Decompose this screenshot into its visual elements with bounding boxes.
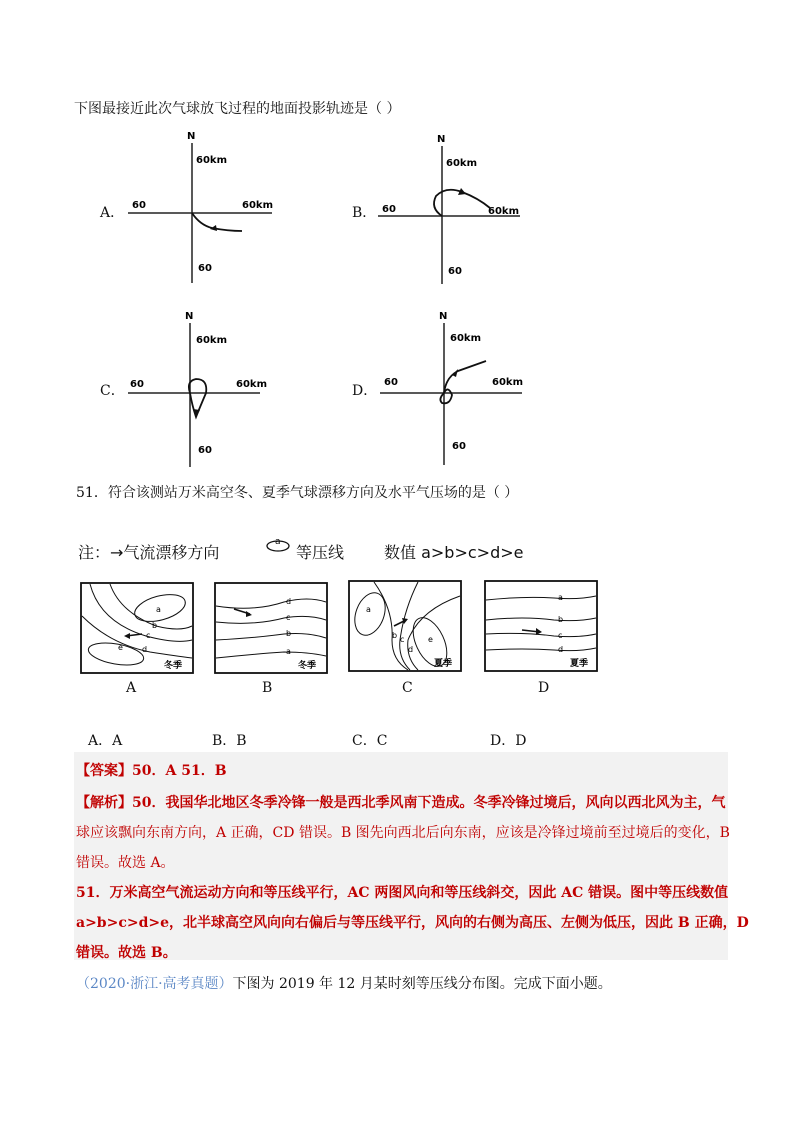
analysis-line-3: 错误。故选 A。 (76, 855, 175, 871)
north-label: N (187, 131, 196, 142)
intro-text: 下图为 2019 年 12 月某时刻等压线分布图。完成下面小题。 (232, 976, 612, 992)
option-c-letter: C． (100, 383, 125, 399)
panel-a-caption: A (126, 680, 137, 696)
isobar-label: c (400, 635, 405, 644)
option-a-diagram (120, 125, 280, 285)
north-label: N (185, 311, 194, 322)
y-bottom-label: 60 (452, 441, 466, 452)
isobar-label: a (286, 647, 291, 656)
y-top-label: 60km (450, 333, 481, 344)
legend-values: 数值 a>b>c>d>e (384, 543, 524, 562)
option-c-diagram (120, 305, 280, 470)
y-bottom-label: 60 (448, 266, 462, 277)
arrow-head (452, 369, 458, 377)
isobar-label: e (118, 643, 123, 652)
y-top-label: 60km (196, 335, 227, 346)
isobar-label: a (558, 593, 563, 602)
trajectory-path (440, 361, 486, 403)
legend-flow: →气流漂移方向 (110, 543, 220, 562)
question-51-stem: 51．符合该测站万米高空冬、夏季气球漂移方向及水平气压场的是（ ） (76, 485, 519, 501)
x-right-label: 60km (492, 377, 523, 388)
isobar-label: a (366, 605, 371, 614)
x-right-label: 60km (488, 206, 519, 217)
panel-b-caption: B (262, 680, 273, 696)
north-label: N (439, 311, 448, 322)
y-top-label: 60km (196, 155, 227, 166)
y-bottom-label: 60 (198, 445, 212, 456)
answer-line (76, 760, 227, 780)
source-tag: （2020·浙江·高考真题） (76, 976, 233, 992)
analysis-line-2: 球应该飘向东南方向，A 正确，CD 错误。B 图先向西北后向东南，应该是冷锋过境前至过境后的变化，B (76, 825, 730, 841)
isobar-label: b (152, 621, 158, 630)
legend-isobar: 等压线 (296, 543, 345, 562)
x-left-label: 60 (382, 204, 396, 215)
analysis-line-5: a>b>c>d>e，北半球高空风向向右偏后与等压线平行，风向的右侧为高压、左侧为低压，因此 B 正确，D (76, 915, 749, 931)
isobar-panel-b (214, 582, 328, 674)
isobar-label: b (286, 629, 292, 638)
choice-a: A．A (88, 733, 123, 749)
isobar-label: d (286, 597, 292, 606)
y-bottom-label: 60 (198, 263, 212, 274)
isobar-label: a (156, 605, 161, 614)
isobar-label: c (558, 631, 563, 640)
isobar-label: c (146, 631, 151, 640)
isobar-legend-icon (264, 534, 294, 556)
x-left-label: 60 (132, 200, 146, 211)
option-b-letter: B． (352, 205, 377, 221)
season-label: 冬季 (164, 661, 183, 671)
next-question-intro (76, 973, 612, 993)
isobar-label: b (558, 615, 564, 624)
option-a-letter: A． (100, 205, 125, 221)
panel-c-caption: C (402, 680, 413, 696)
isobar-panel-d (484, 580, 598, 672)
analysis-line-6: 错误。故选 B。 (76, 945, 177, 961)
x-left-label: 60 (130, 379, 144, 390)
legend-note: 注： (78, 543, 111, 562)
y-top-label: 60km (446, 158, 477, 169)
season-label: 夏季 (570, 659, 589, 669)
analysis-label: 【解析】 (76, 795, 132, 811)
legend (78, 540, 219, 563)
isobar-label: b (392, 631, 398, 640)
analysis-line-4: 51．万米高空气流运动方向和等压线平行，AC 两图风向和等压线斜交，因此 AC 错误。图中等压线数值 (76, 885, 729, 901)
x-right-label: 60km (236, 379, 267, 390)
panel-d-caption: D (538, 680, 550, 696)
isobar-label: e (428, 635, 433, 644)
answer-label: 【答案】 (76, 763, 132, 779)
x-right-label: 60km (242, 200, 273, 211)
north-label: N (437, 134, 446, 145)
isobar-label: d (142, 645, 148, 654)
trajectory-path (192, 213, 242, 231)
x-left-label: 60 (384, 377, 398, 388)
analysis-line (76, 792, 725, 812)
choice-d: D．D (490, 733, 527, 749)
svg-text:a: a (275, 537, 281, 547)
isobar-panel-a (80, 582, 194, 674)
season-label: 冬季 (298, 661, 317, 671)
choice-b: B．B (212, 733, 247, 749)
answer-text: 50．A 51．B (132, 763, 227, 779)
option-d-diagram (372, 305, 532, 470)
analysis-line-1: 50．我国华北地区冬季冷锋一般是西北季风南下造成。冬季冷锋过境后，风向以西北风为主，气 (132, 795, 726, 811)
question-50-stem: 下图最接近此次气球放飞过程的地面投影轨迹是（ ） (74, 101, 401, 117)
option-b-diagram (370, 128, 530, 288)
season-label: 夏季 (434, 659, 453, 669)
choice-c: C．C (352, 733, 388, 749)
isobar-label: c (286, 613, 291, 622)
isobar-label: d (408, 645, 414, 654)
isobar-label: d (558, 645, 564, 654)
isobar-panel-c (348, 580, 462, 672)
option-d-letter: D． (352, 383, 378, 399)
